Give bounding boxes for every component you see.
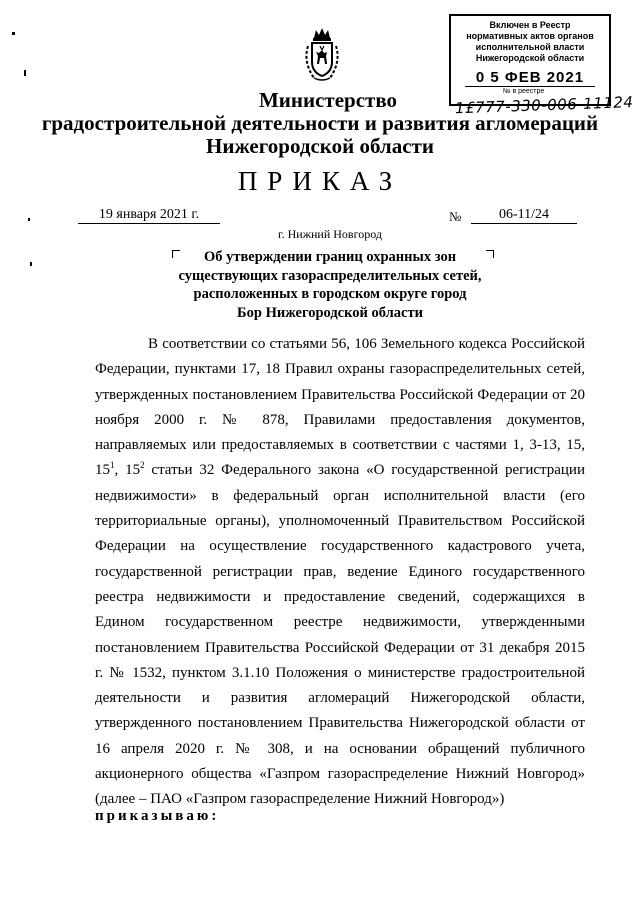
order-directive: приказываю: <box>95 808 220 824</box>
stamp-reg-number: 1£777-330-006-11124 <box>454 93 634 118</box>
body-part-3: статьи 32 Федерального закона «О государственной регистрации недвижимости» в федеральный орган исполнительной власти (его территориальные органы), уполномоченный Правительством Российской Федерации на осуществление государственного кадастрового учета, государственной регистрации прав, ведение Единого государственного реестра недвижимости и предоставление сведений, содержащихся в Едином государственном реестре недвижимости, утвержденными постановлением Правительства Российской Федерации от 31 декабря 2015 г. № 1532, пунктом 3.1.10 Положения о министерстве градостроительной деятельности и развития агломераций Нижегородской области, утвержденного постановлением Правительства Нижегородской области от 16 апреля 2020 г. № 308, и на основании обращений публичного акционерного общества «Газпром газораспределение Нижний Новгород» (далее – ПАО «Газпром газораспределение Нижний Новгород») <box>95 462 585 808</box>
subject-line-2: существующих газораспределительных сетей, <box>178 267 482 284</box>
order-number: 06-11/24 <box>471 207 577 224</box>
ministry-name-line-2: градостроительной деятельности и развития агломераций <box>41 111 599 135</box>
subject-line-3: расположенных в городском округе город <box>193 286 467 302</box>
subject-line-1: Об утверждении границ охранных зон <box>203 249 457 265</box>
stamp-line-4: Нижегородской области <box>475 53 585 63</box>
scan-speck <box>30 262 32 266</box>
order-body-paragraph <box>95 332 585 813</box>
city: г. Нижний Новгород <box>278 227 382 241</box>
stamp-line-3: исполнительной власти <box>475 42 585 52</box>
ministry-name-line-3: Нижегородской области <box>206 134 434 158</box>
scan-speck <box>28 218 30 221</box>
stamp-line-1: Включен в Реестр <box>489 20 571 30</box>
stamp-reg-label: № в реестре <box>503 88 545 95</box>
subject-line-4: Бор Нижегородской области <box>237 304 423 321</box>
body-part-2: , 15 <box>114 462 141 479</box>
body-superscript-2: 2 <box>140 460 145 471</box>
scan-speck <box>12 32 15 35</box>
stamp-line-2: нормативных актов органов <box>466 31 594 41</box>
stamp-date: 0 5 ФЕВ 2021 <box>465 70 595 87</box>
body-part-1: В соответствии со статьями 56, 106 Земельного кодекса Российской Федерации, пунктами 17, 18 Правил охраны газораспределительных сетей, утвержденных постановлением Правительства Российской Федерации от 20 ноября 2000 г. № 878, Правилами предоставления документов, направляемых или предоставляемых в соответствии с частями 1, 3-13, 15, 15 <box>95 336 585 479</box>
coat-of-arms-icon <box>300 26 344 84</box>
order-date: 19 января 2021 г. <box>78 207 220 224</box>
scan-speck <box>24 70 26 76</box>
body-superscript-1: 1 <box>110 460 115 471</box>
number-sign: № <box>449 209 462 224</box>
document-type-title: ПРИКАЗ <box>237 166 403 196</box>
order-subject <box>160 248 500 322</box>
ministry-name-line-1: Министерство <box>258 88 398 112</box>
